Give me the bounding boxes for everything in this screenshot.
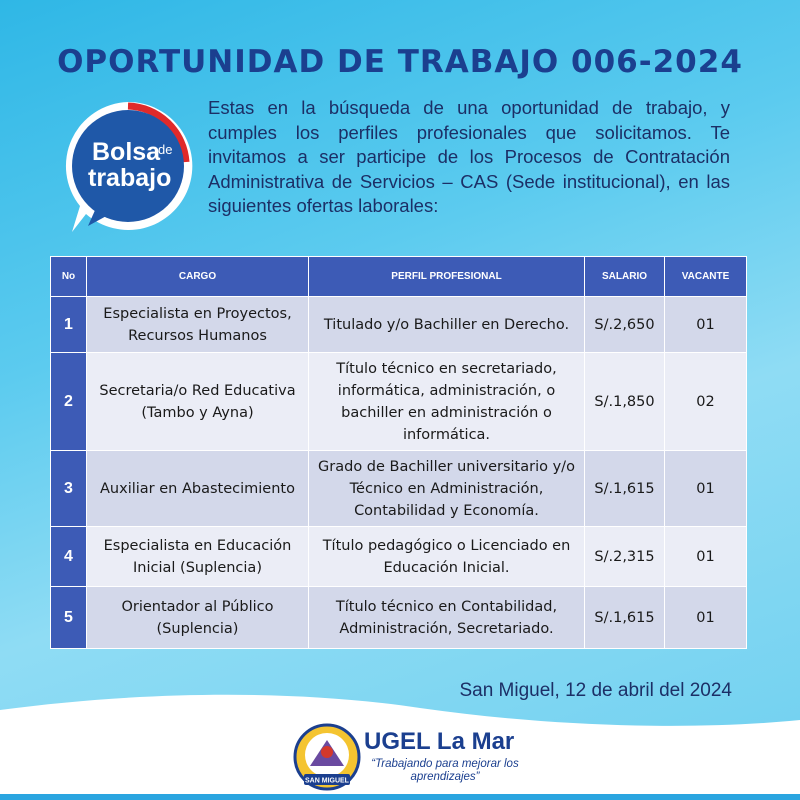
table-row: [51, 451, 747, 527]
row-cargo: Auxiliar en Abastecimiento: [87, 451, 309, 527]
logo-line2: trabajo: [88, 164, 172, 192]
header-no: No: [51, 257, 87, 297]
row-perfil: Título técnico en secretariado, informática, administración, o bachiller en administración o informática.: [309, 353, 585, 451]
row-vacante: 01: [665, 527, 747, 587]
table-header-row: [51, 257, 747, 297]
table-row: [51, 527, 747, 587]
row-salario: S/.1,615: [585, 451, 665, 527]
row-no: 3: [51, 451, 87, 527]
header-vacante: VACANTE: [665, 257, 747, 297]
header-salario: SALARIO: [585, 257, 665, 297]
row-no: 4: [51, 527, 87, 587]
row-salario: S/.2,650: [585, 297, 665, 353]
row-cargo: Especialista en Educación Inicial (Suplencia): [87, 527, 309, 587]
row-salario: S/.1,615: [585, 587, 665, 649]
brand-slogan: “Trabajando para mejorar los aprendizajes”: [371, 758, 519, 783]
row-no: 1: [51, 297, 87, 353]
row-cargo: Especialista en Proyectos, Recursos Humanos: [87, 297, 309, 353]
bottom-bar: [0, 794, 800, 800]
logo-line1-small: de: [158, 142, 173, 157]
brand-name: UGEL La Mar: [364, 728, 515, 755]
row-vacante: 01: [665, 451, 747, 527]
bolsa-de-trabajo-logo: [58, 96, 198, 236]
row-salario: S/.2,315: [585, 527, 665, 587]
row-vacante: 02: [665, 353, 747, 451]
row-perfil: Título pedagógico o Licenciado en Educación Inicial.: [309, 527, 585, 587]
row-perfil: Título técnico en Contabilidad, Administración, Secretariado.: [309, 587, 585, 649]
date-location: San Miguel, 12 de abril del 2024: [459, 680, 732, 701]
table-row: [51, 297, 747, 353]
row-no: 2: [51, 353, 87, 451]
job-offers-table: [50, 256, 746, 649]
table-row: [51, 587, 747, 649]
row-perfil: Titulado y/o Bachiller en Derecho.: [309, 297, 585, 353]
row-salario: S/.1,850: [585, 353, 665, 451]
table-row: [51, 353, 747, 451]
header-cargo: CARGO: [87, 257, 309, 297]
seal-text: SAN MIGUEL: [305, 777, 349, 785]
row-perfil: Grado de Bachiller universitario y/o Técnico en Administración, Contabilidad y Economía.: [309, 451, 585, 527]
row-vacante: 01: [665, 297, 747, 353]
ugel-seal-icon: [292, 722, 362, 792]
row-vacante: 01: [665, 587, 747, 649]
page-title: OPORTUNIDAD DE TRABAJO 006-2024: [57, 44, 743, 80]
row-cargo: Secretaria/o Red Educativa (Tambo y Ayna): [87, 353, 309, 451]
header-perfil: PERFIL PROFESIONAL: [309, 257, 585, 297]
row-cargo: Orientador al Público (Suplencia): [87, 587, 309, 649]
logo-line1: Bolsa: [92, 138, 161, 166]
intro-paragraph: Estas en la búsqueda de una oportunidad de trabajo, y cumples los perfiles profesionales que solicitamos. Te invitamos a ser participe de los Procesos de Contratación Administrativa de Servicios – CAS (Sede institucional), en las siguientes ofertas laborales:: [208, 97, 730, 216]
ugel-brand: [292, 722, 552, 792]
row-no: 5: [51, 587, 87, 649]
